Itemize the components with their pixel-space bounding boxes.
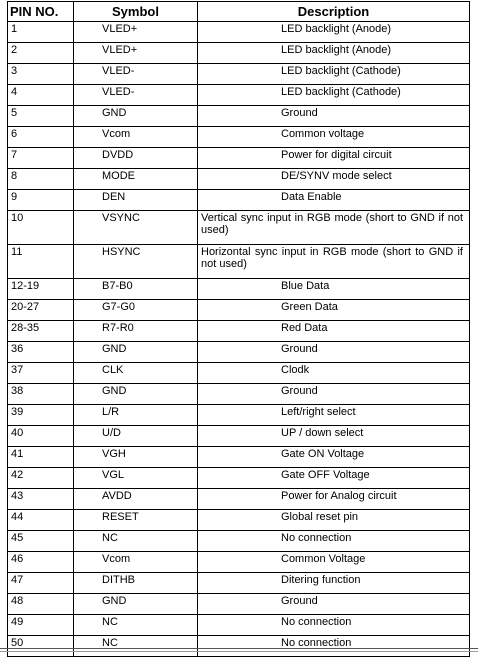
symbol-cell: VLED+ (74, 22, 198, 43)
table-row (8, 342, 470, 363)
symbol-cell: DITHB (74, 573, 198, 594)
symbol-cell: NC (74, 615, 198, 636)
symbol-cell: VLED- (74, 85, 198, 106)
description-text: Blue Data (281, 280, 330, 292)
symbol-cell: HSYNC (74, 245, 198, 279)
table-row (8, 363, 470, 384)
description-cell (198, 615, 470, 636)
description-cell (198, 489, 470, 510)
description-text: No connection (281, 532, 352, 544)
symbol-cell: AVDD (74, 489, 198, 510)
description-cell (198, 190, 470, 211)
symbol-cell: GND (74, 106, 198, 127)
table-row (8, 106, 470, 127)
pin-number-cell: 38 (8, 384, 74, 405)
pin-number-cell: 4 (8, 85, 74, 106)
symbol-cell: RESET (74, 510, 198, 531)
table-row (8, 22, 470, 43)
description-cell (198, 85, 470, 106)
pin-number-cell: 7 (8, 148, 74, 169)
table-row (8, 211, 470, 245)
description-cell (198, 300, 470, 321)
pin-number-cell: 12-19 (8, 279, 74, 300)
table-row (8, 169, 470, 190)
table-row (8, 573, 470, 594)
pin-number-cell: 8 (8, 169, 74, 190)
table-row (8, 279, 470, 300)
table-row (8, 510, 470, 531)
description-text: Common Voltage (281, 553, 366, 565)
description-text: No connection (281, 616, 352, 628)
symbol-cell: DVDD (74, 148, 198, 169)
pin-number-cell: 28-35 (8, 321, 74, 342)
table-row (8, 127, 470, 148)
description-cell (198, 211, 470, 245)
description-cell (198, 127, 470, 148)
pin-number-cell: 47 (8, 573, 74, 594)
pin-number-cell: 36 (8, 342, 74, 363)
pin-number-cell: 9 (8, 190, 74, 211)
description-cell (198, 426, 470, 447)
table-row (8, 321, 470, 342)
pin-number-cell: 11 (8, 245, 74, 279)
table-row (8, 468, 470, 489)
description-cell (198, 148, 470, 169)
table-row (8, 405, 470, 426)
description-text: Ground (281, 107, 318, 119)
description-cell (198, 106, 470, 127)
description-cell (198, 573, 470, 594)
symbol-cell: NC (74, 636, 198, 657)
table-row (8, 615, 470, 636)
symbol-cell: MODE (74, 169, 198, 190)
symbol-cell: VSYNC (74, 211, 198, 245)
table-row (8, 531, 470, 552)
table-header-row (8, 2, 470, 22)
pin-number-cell: 49 (8, 615, 74, 636)
table-row (8, 85, 470, 106)
symbol-cell: VGL (74, 468, 198, 489)
description-text: Gate OFF Voltage (281, 469, 370, 481)
description-text: LED backlight (Cathode) (281, 86, 401, 98)
description-cell (198, 245, 470, 279)
description-cell (198, 22, 470, 43)
description-cell (198, 405, 470, 426)
symbol-cell: VLED+ (74, 43, 198, 64)
pin-number-cell: 48 (8, 594, 74, 615)
description-text: LED backlight (Anode) (281, 23, 392, 35)
description-cell (198, 552, 470, 573)
footer-divider (0, 648, 478, 649)
description-text: Ground (281, 385, 318, 397)
pin-number-cell: 1 (8, 22, 74, 43)
table-row (8, 636, 470, 657)
description-text: Ground (281, 343, 318, 355)
description-cell (198, 510, 470, 531)
description-cell (198, 321, 470, 342)
pin-number-cell: 45 (8, 531, 74, 552)
description-text: Common voltage (281, 128, 365, 140)
description-text: Power for Analog circuit (281, 490, 397, 502)
table-row (8, 245, 470, 279)
symbol-cell: GND (74, 594, 198, 615)
table-row (8, 552, 470, 573)
pin-number-cell: 40 (8, 426, 74, 447)
description-cell (198, 64, 470, 85)
pin-number-cell: 43 (8, 489, 74, 510)
pin-number-cell: 5 (8, 106, 74, 127)
description-text: Ground (281, 595, 318, 607)
table-row (8, 43, 470, 64)
description-text: Global reset pin (281, 511, 359, 523)
pin-assignment-table (7, 1, 470, 657)
symbol-cell: GND (74, 384, 198, 405)
description-text: Ditering function (281, 574, 361, 586)
header-description: Description (198, 2, 470, 22)
description-text: Horizontal sync input in RGB mode (short to GND if not used) (201, 246, 463, 270)
table-row (8, 148, 470, 169)
description-cell (198, 43, 470, 64)
header-symbol: Symbol (74, 2, 198, 22)
description-cell (198, 279, 470, 300)
pin-number-cell: 50 (8, 636, 74, 657)
symbol-cell: L/R (74, 405, 198, 426)
description-text: Clodk (281, 364, 310, 376)
pin-number-cell: 46 (8, 552, 74, 573)
description-cell (198, 342, 470, 363)
table-row (8, 300, 470, 321)
header-pin-no: PIN NO. (8, 2, 74, 22)
pin-number-cell: 44 (8, 510, 74, 531)
description-text: No connection (281, 637, 352, 649)
description-text: Vertical sync input in RGB mode (short to GND if not used) (201, 212, 463, 236)
symbol-cell: DEN (74, 190, 198, 211)
description-text: DE/SYNV mode select (281, 170, 392, 182)
pin-number-cell: 41 (8, 447, 74, 468)
symbol-cell: G7-G0 (74, 300, 198, 321)
pin-number-cell: 37 (8, 363, 74, 384)
pin-number-cell: 10 (8, 211, 74, 245)
symbol-cell: U/D (74, 426, 198, 447)
table-row (8, 384, 470, 405)
table-row (8, 426, 470, 447)
symbol-cell: Vcom (74, 127, 198, 148)
description-cell (198, 594, 470, 615)
description-cell (198, 636, 470, 657)
description-text: Gate ON Voltage (281, 448, 365, 460)
description-cell (198, 384, 470, 405)
pin-number-cell: 20-27 (8, 300, 74, 321)
description-cell (198, 447, 470, 468)
symbol-cell: VLED- (74, 64, 198, 85)
description-text: Data Enable (281, 191, 342, 203)
description-text: Left/right select (281, 406, 356, 418)
table-row (8, 594, 470, 615)
description-cell (198, 363, 470, 384)
description-text: LED backlight (Anode) (281, 44, 392, 56)
description-text: Green Data (281, 301, 338, 313)
description-text: Power for digital circuit (281, 149, 392, 161)
table-body (8, 22, 470, 657)
table-row (8, 64, 470, 85)
description-cell (198, 531, 470, 552)
description-cell (198, 169, 470, 190)
symbol-cell: VGH (74, 447, 198, 468)
symbol-cell: R7-R0 (74, 321, 198, 342)
pin-number-cell: 42 (8, 468, 74, 489)
description-cell (198, 468, 470, 489)
description-text: Red Data (281, 322, 328, 334)
table-row (8, 447, 470, 468)
pin-number-cell: 6 (8, 127, 74, 148)
symbol-cell: Vcom (74, 552, 198, 573)
footer-divider-secondary (0, 651, 478, 652)
symbol-cell: NC (74, 531, 198, 552)
symbol-cell: GND (74, 342, 198, 363)
description-text: LED backlight (Cathode) (281, 65, 401, 77)
description-text: UP / down select (281, 427, 364, 439)
symbol-cell: CLK (74, 363, 198, 384)
table-row (8, 489, 470, 510)
pin-number-cell: 2 (8, 43, 74, 64)
symbol-cell: B7-B0 (74, 279, 198, 300)
table-row (8, 190, 470, 211)
pin-number-cell: 39 (8, 405, 74, 426)
pin-number-cell: 3 (8, 64, 74, 85)
